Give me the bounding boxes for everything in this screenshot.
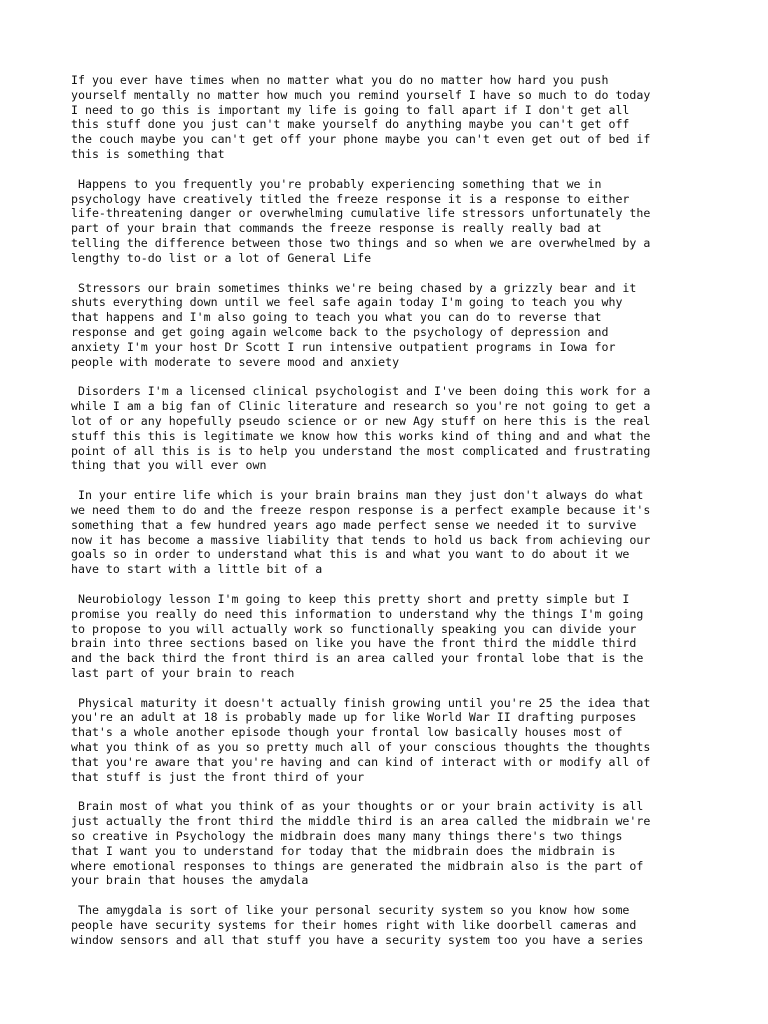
paragraph-2: Happens to you frequently you're probably experiencing something that we in psychology have creatively titled the freeze response it is a response to either life-threatening danger or overwhelming cumulative life stressors unfortunately the part of your brain that commands the freeze response is really really bad at telling the difference between those two things and so when we are overwhelmed by a lengthy to-do list or a lot of General Life <box>71 176 651 265</box>
paragraph-4: Disorders I'm a licensed clinical psychologist and I've been doing this work for a while I am a big fan of Clinic literature and research so you're not going to get a lot of or any hopefully pseudo science or or new Agy stuff on here this is the real stuff this this is legitimate we know how this works kind of thing and and what the point of all this is is to help you understand the most complicated and frustrating thing that you will ever own <box>71 384 651 473</box>
document-page <box>71 73 711 963</box>
paragraph-9: The amygdala is sort of like your personal security system so you know how some people have security systems for their homes right with like doorbell cameras and window sensors and all that stuff you have a security system too you have a series <box>71 903 644 947</box>
paragraph-7: Physical maturity it doesn't actually finish growing until you're 25 the idea that you're an adult at 18 is probably made up for like World War II drafting purposes that's a whole another episode though your frontal low basically houses most of what you think of as you so pretty much all of your conscious thoughts the thoughts that you're aware that you're having and can kind of interact with or modify all of that stuff is just the front third of your <box>71 695 651 784</box>
paragraph-3: Stressors our brain sometimes thinks we're being chased by a grizzly bear and it shuts everything down until we feel safe again today I'm going to teach you why that happens and I'm also going to teach you what you can do to reverse that response and get going again welcome back to the psychology of depression and anxiety I'm your host Dr Scott I run intensive outpatient programs in Iowa for people with moderate to severe mood and anxiety <box>71 280 637 369</box>
paragraph-8: Brain most of what you think of as your thoughts or or your brain activity is all just actually the front third the middle third is an area called the midbrain we're so creative in Psychology the midbrain does many many things there's two things that I want you to understand for today that the midbrain does the midbrain is where emotional responses to things are generated the midbrain also is the part of your brain that houses the amydala <box>71 799 651 888</box>
paragraph-1: If you ever have times when no matter what you do no matter how hard you push yourself mentally no matter how much you remind yourself I have so much to do today I need to go this is important my life is going to fall apart if I don't get all this stuff done you just can't make yourself do anything maybe you can't get off the couch maybe you can't get off your phone maybe you can't even get out of bed if this is something that <box>71 73 651 161</box>
paragraph-6: Neurobiology lesson I'm going to keep this pretty short and pretty simple but I promise you really do need this information to understand why the things I'm going to propose to you will actually work so functionally speaking you can divide your brain into three sections based on like you have the front third the middle third and the back third the front third is an area called your frontal lobe that is the last part of your brain to reach <box>71 591 644 680</box>
paragraph-5: In your entire life which is your brain brains man they just don't always do what we need them to do and the freeze respon response is a perfect example because it's something that a few hundred years ago made perfect sense we needed it to survive now it has become a massive liability that tends to hold us back from achieving our goals so in order to understand what this is and what you want to do about it we have to start with a little bit of a <box>71 488 651 577</box>
